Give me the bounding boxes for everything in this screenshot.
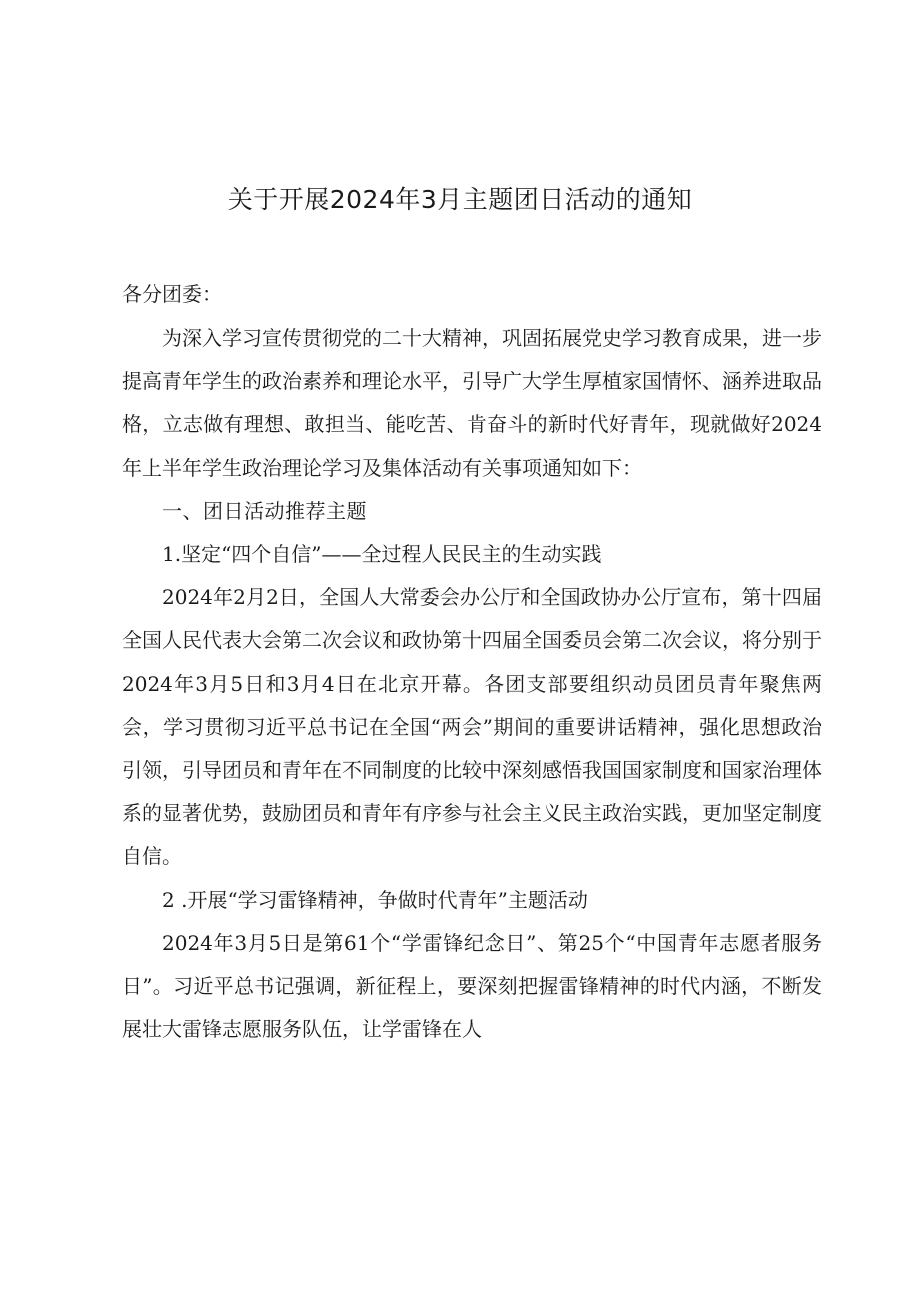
- document-body: [122, 317, 822, 1051]
- subsection-heading: 1.坚定“四个自信”——全过程人民民主的生动实践: [162, 542, 602, 567]
- body-paragraph: 2024年3月5日是第61个“学雷锋纪念日”、第25个“中国青年志愿者服务日”。习近平总书记强调，新征程上，要深刻把握雷锋精神的时代内涵，不断发展壮大雷锋志愿服务队伍，让学雷锋在人: [122, 930, 822, 1042]
- body-paragraph: 2024年2月2日，全国人大常委会办公厅和全国政协办公厅宣布，第十四届全国人民代表大会第二次会议和政协第十四届全国委员会第二次会议，将分别于2024年3月5日和3月4日在北京开幕。各团支部要组织动员团员青年聚焦两会，学习贯彻习近平总书记在全国“两会”期间的重要讲话精神，强化思想政治引领，引导团员和青年在不同制度的比较中深刻感悟我国国家制度和国家治理体系的显著优势，鼓励团员和青年有序参与社会主义民主政治实践，更加坚定制度自信。: [122, 585, 822, 869]
- salutation: 各分团委：: [122, 282, 222, 306]
- subsection-heading: 2 .开展“学习雷锋精神，争做时代青年”主题活动: [162, 887, 588, 912]
- document-title: 关于开展2024年3月主题团日活动的通知: [227, 185, 693, 214]
- intro-paragraph: 为深入学习宣传贯彻党的二十大精神，巩固拓展党史学习教育成果，进一步提高青年学生的政治素养和理论水平，引导广大学生厚植家国情怀、涵养进取品格，立志做有理想、敢担当、能吃苦、肯奋斗的新时代好青年，现就做好2024年上半年学生政治理论学习及集体活动有关事项通知如下：: [122, 326, 822, 480]
- section-heading: 一、团日活动推荐主题: [162, 498, 367, 523]
